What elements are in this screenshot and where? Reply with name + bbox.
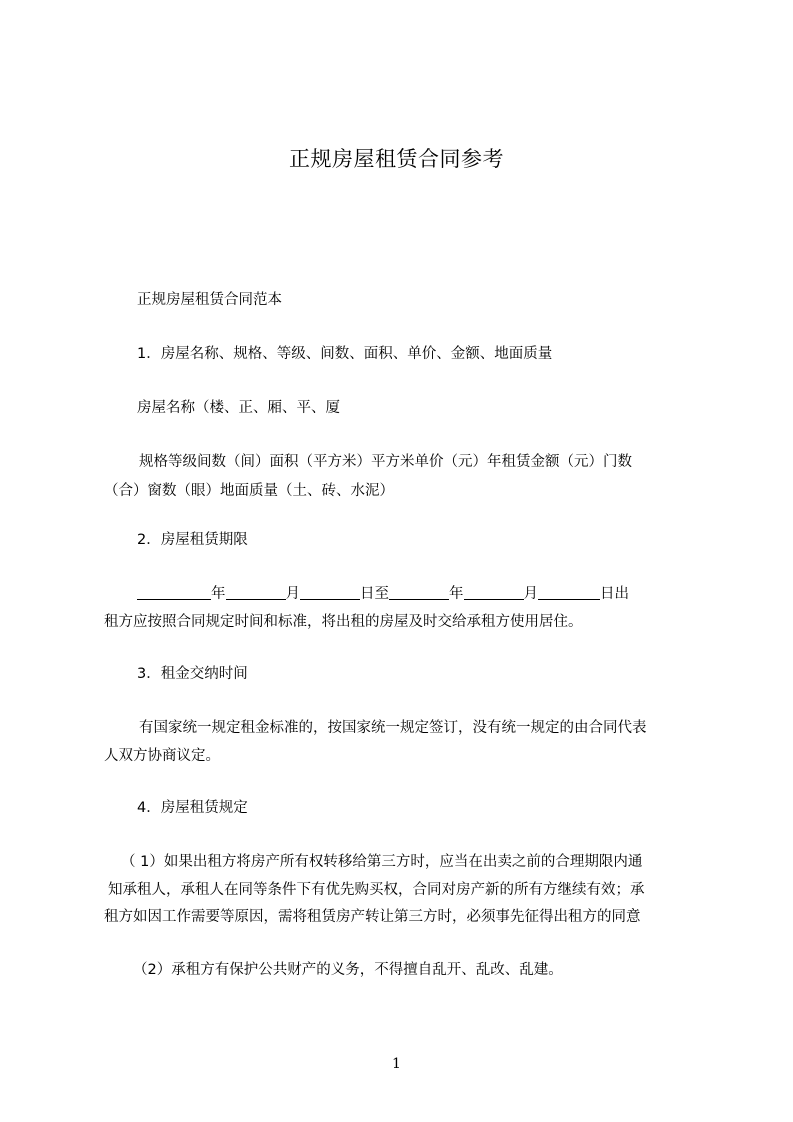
- section-3-line-2: 人双方协商议定。: [104, 748, 220, 764]
- blank-start-month[interactable]: [226, 585, 286, 600]
- label-month-1: 月: [285, 586, 300, 602]
- label-year-1: 年: [211, 586, 226, 602]
- section-1-spec-line-2: （合）窗数（眼）地面质量（土、砖、水泥）: [104, 483, 394, 499]
- section-4-item-1-line-3: 租方如因工作需要等原因，需将租赁房产转让第三方时，必须事先征得出租方的同意: [104, 909, 641, 925]
- section-1-house-name: 房屋名称（楼、正、厢、平、厦: [137, 400, 340, 416]
- section-4-item-1-line-1: （ 1）如果出租方将房产所有权转移给第三方时，应当在出卖之前的合理期限内通: [121, 854, 643, 870]
- document-title: 正规房屋租赁合同参考: [289, 147, 504, 171]
- section-4-item-1-line-2: 知承租人，承租人在同等条件下有优先购买权，合同对房产新的所有方继续有效；承: [108, 882, 645, 898]
- section-1-title: 1．房屋名称、规格、等级、间数、面积、单价、金额、地面质量: [137, 346, 553, 362]
- blank-end-month[interactable]: [464, 585, 524, 600]
- section-1-spec-line-1: 规格等级间数（间）面积（平方米）平方米单价（元）年租赁金额（元）门数: [139, 454, 632, 470]
- blank-start-day[interactable]: [300, 585, 360, 600]
- label-month-2: 月: [523, 586, 538, 602]
- contract-heading: 正规房屋租赁合同范本: [137, 292, 282, 308]
- section-2-title: 2．房屋租赁期限: [137, 532, 248, 548]
- section-3-title: 3．租金交纳时间: [137, 666, 248, 682]
- section-3-line-1: 有国家统一规定租金标准的，按国家统一规定签订，没有统一规定的由合同代表: [139, 720, 647, 736]
- blank-end-year[interactable]: [389, 585, 449, 600]
- blank-end-day[interactable]: [538, 585, 600, 600]
- section-4-title: 4．房屋租赁规定: [137, 800, 248, 816]
- label-day-out: 日出: [600, 586, 629, 602]
- label-year-2: 年: [449, 586, 464, 602]
- section-2-line-2: 租方应按照合同规定时间和标准，将出租的房屋及时交给承租方使用居住。: [104, 614, 583, 630]
- section-2-date-line: [137, 584, 629, 604]
- blank-start-year[interactable]: [137, 585, 211, 600]
- label-day-to: 日至: [360, 586, 389, 602]
- section-4-item-2: （2）承租方有保护公共财产的义务，不得擅自乱开、乱改、乱建。: [133, 962, 563, 978]
- page-number: 1: [392, 1056, 401, 1072]
